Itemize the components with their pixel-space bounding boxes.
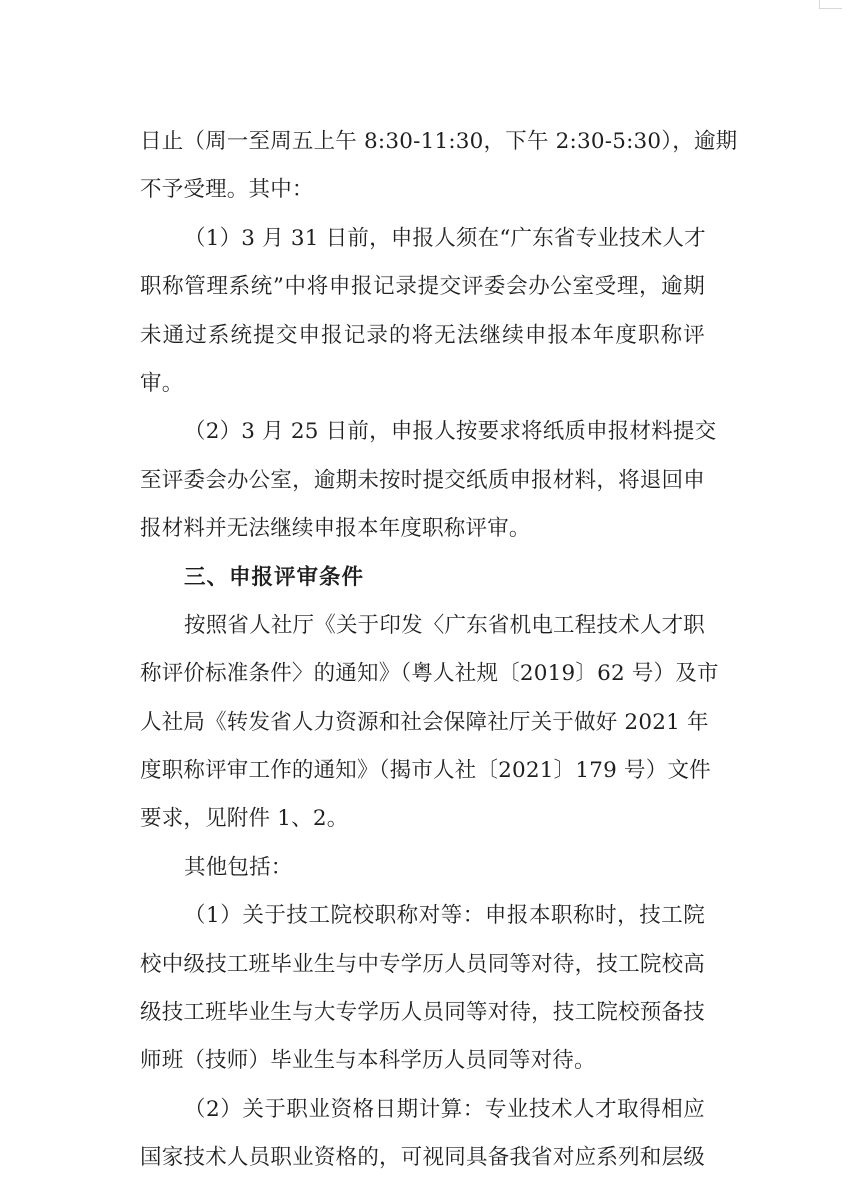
text-line-9: 报材料并无法继续申报本年度职称评审。 [140, 516, 531, 542]
text-line-16: 其他包括： [184, 854, 293, 880]
text-line-13: 人社局《转发省人力资源和社会保障社厅关于做好 2021 年 [140, 709, 709, 735]
text-line-6: 审。 [140, 370, 184, 396]
text-line-5: 未通过系统提交申报记录的将无法继续申报本年度职称评 [140, 322, 705, 348]
text-line-18: 校中级技工班毕业生与中专学历人员同等对待，技工院校高 [140, 951, 705, 977]
text-line-22: 国家技术人员职业资格的，可视同具备我省对应系列和层级 [140, 1145, 705, 1171]
text-line-15: 要求，见附件 1、2。 [140, 806, 349, 832]
text-line-7: （2）3 月 25 日前，申报人按要求将纸质申报材料提交 [184, 419, 717, 445]
document-body [140, 118, 738, 1183]
scan-corner-mark [819, 0, 842, 9]
text-line-11: 按照省人社厅《关于印发〈广东省机电工程技术人才职 [184, 612, 705, 638]
text-line-20: 师班（技师）毕业生与本科学历人员同等对待。 [140, 1048, 596, 1074]
text-line-2: 不予受理。其中： [140, 177, 314, 203]
text-line-8: 至评委会办公室，逾期未按时提交纸质申报材料，将退回申 [140, 467, 705, 493]
text-line-19: 级技工班毕业生与大专学历人员同等对待，技工院校预备技 [140, 1000, 705, 1026]
text-line-1: 日止（周一至周五上午 8:30-11:30，下午 2:30-5:30），逾期 [140, 129, 738, 154]
text-line-4: 职称管理系统”中将申报记录提交评委会办公室受理，逾期 [140, 274, 705, 300]
text-line-14: 度职称评审工作的通知》（揭市人社〔2021〕179 号）文件 [140, 758, 711, 784]
text-line-17: （1）关于技工院校职称对等：申报本职称时，技工院 [184, 903, 705, 929]
section-heading: 三、申报评审条件 [184, 564, 365, 590]
text-line-21: （2）关于职业资格日期计算：专业技术人才取得相应 [184, 1096, 705, 1122]
text-line-12: 称评价标准条件〉的通知》（粤人社规〔2019〕62 号）及市 [140, 661, 719, 687]
text-line-3: （1）3 月 31 日前，申报人须在“广东省专业技术人才 [184, 225, 706, 251]
